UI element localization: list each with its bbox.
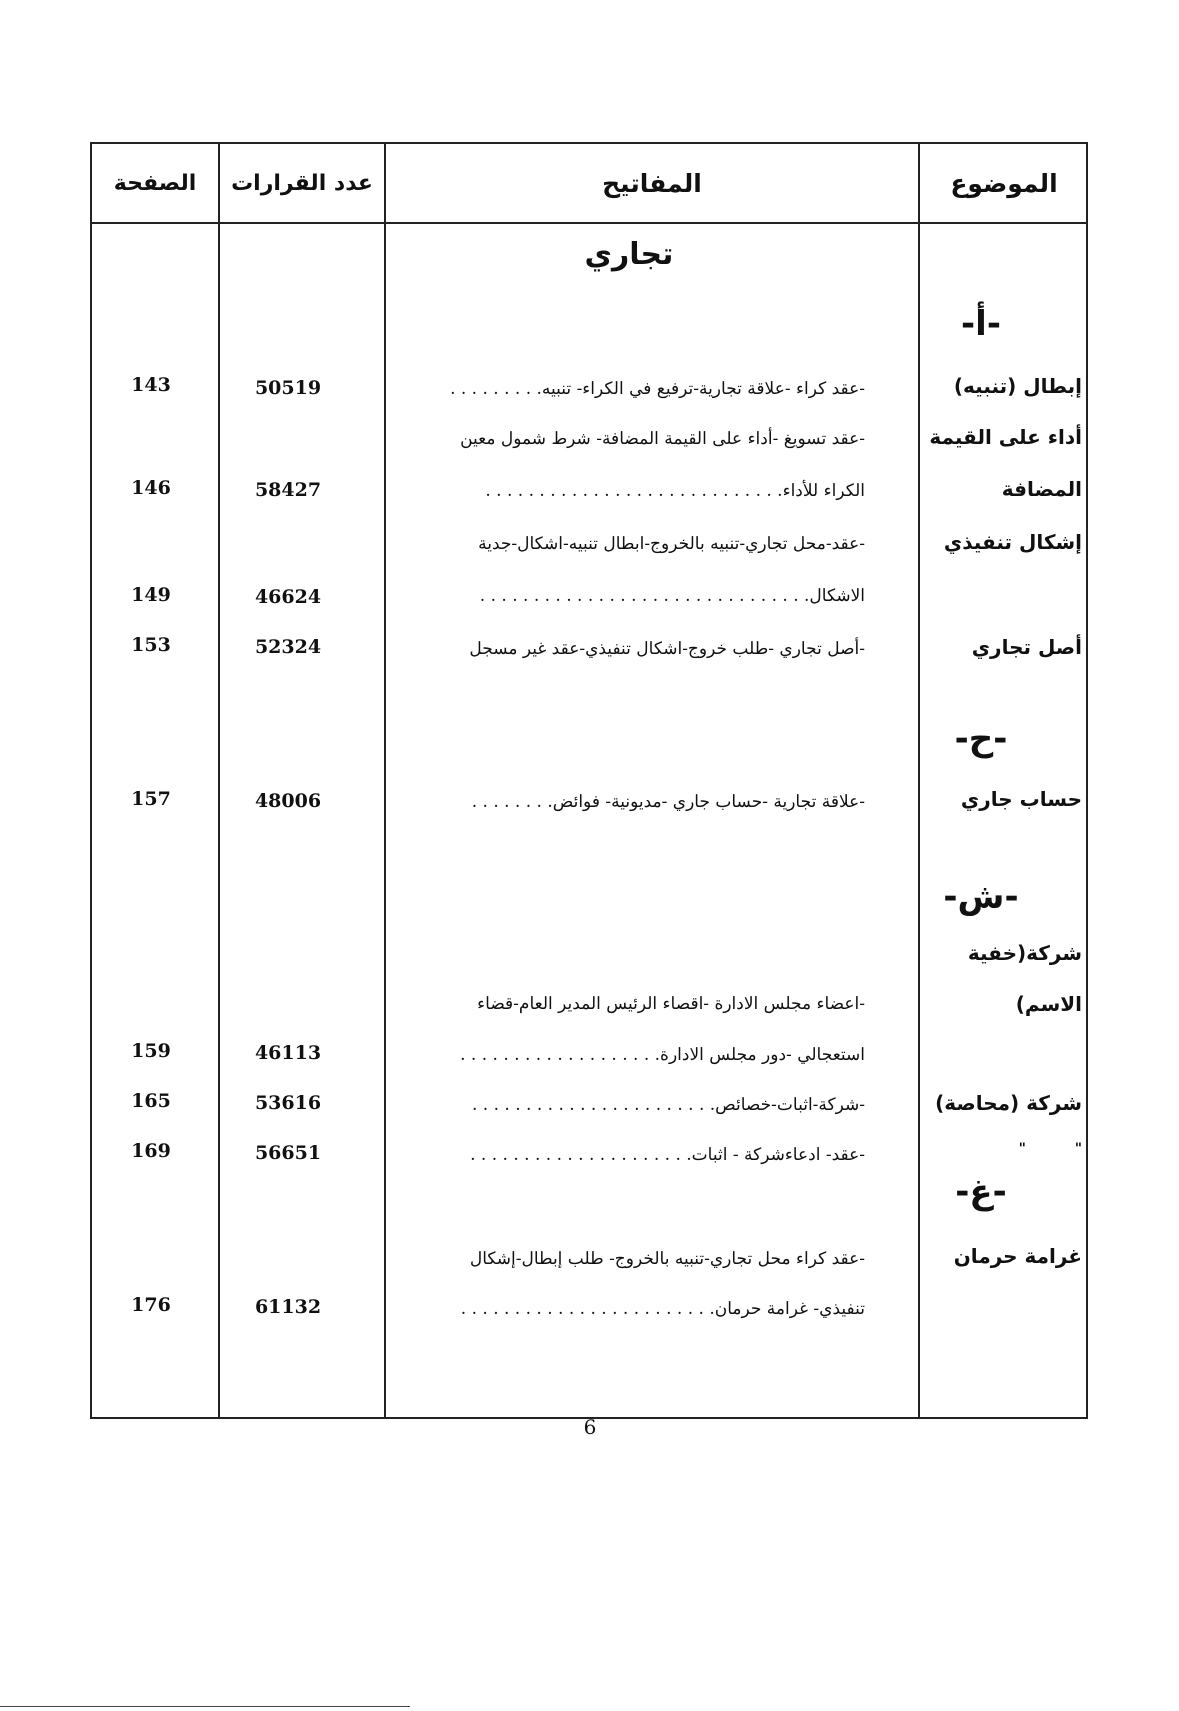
decision-number: 48006 [254, 790, 322, 812]
topic-label: حساب جاري [960, 787, 1082, 811]
topic-label: إشكال تنفيذي [943, 530, 1082, 554]
letter-heading-h: -ح- [954, 719, 1008, 759]
column-divider-keywords [918, 144, 920, 1417]
page-ref: 165 [131, 1090, 171, 1112]
topic-label: الاسم) [1015, 992, 1082, 1016]
ditto-mark: " " [1018, 1141, 1082, 1157]
keywords-text: استعجالي -دور مجلس الادارة. . . . . . . . . . . . . . . . . . . [460, 1045, 865, 1065]
keywords-text: -عقد كراء محل تجاري-تنبيه بالخروج- طلب إبطال-إشكال [469, 1249, 865, 1269]
topic-label: إبطال (تنبيه) [953, 374, 1082, 398]
keywords-text: -عقد- ادعاءشركة - اثبات. . . . . . . . . . . . . . . . . . . . . [470, 1145, 865, 1165]
page-ref: 157 [131, 788, 171, 810]
page-ref: 176 [131, 1294, 171, 1316]
page-ref: 146 [131, 477, 171, 499]
letter-heading-gh: -غ- [955, 1172, 1007, 1212]
topic-label: شركة(خفية [967, 941, 1082, 965]
decision-number: 46113 [254, 1042, 322, 1064]
topic-label: أصل تجاري [971, 635, 1082, 659]
decision-number: 61132 [254, 1296, 322, 1318]
topic-label: شركة (محاصة) [935, 1091, 1082, 1115]
page-ref: 149 [131, 584, 171, 606]
keywords-text: الكراء للأداء. . . . . . . . . . . . . . . . . . . . . . . . . . . . [485, 481, 865, 501]
column-divider-page [218, 144, 220, 1417]
page-ref: 153 [131, 634, 171, 656]
keywords-text: الاشكال. . . . . . . . . . . . . . . . . . . . . . . . . . . . . . . [479, 586, 865, 606]
keywords-text: -عقد-محل تجاري-تنبيه بالخروج-ابطال تنبيه-اشكال-جدية [478, 534, 865, 554]
header-page: الصفحة [113, 170, 197, 196]
page-ref: 143 [131, 374, 171, 396]
topic-label: أداء على القيمة [929, 425, 1082, 449]
index-table [90, 142, 1088, 1419]
keywords-text: -أصل تجاري -طلب خروج-اشكال تنفيذي-عقد غير مسجل [469, 639, 865, 659]
header-divider [92, 222, 1086, 224]
header-decisions: عدد القرارات [231, 170, 373, 196]
decision-number: 46624 [254, 586, 322, 608]
decision-number: 50519 [254, 377, 322, 399]
keywords-text: تنفيذي- غرامة حرمان. . . . . . . . . . . . . . . . . . . . . . . . [460, 1299, 865, 1319]
page-ref: 159 [131, 1040, 171, 1062]
decision-number: 58427 [254, 479, 322, 501]
keywords-text: -شركة-اثبات-خصائص. . . . . . . . . . . . . . . . . . . . . . . [472, 1095, 865, 1115]
keywords-text: -اعضاء مجلس الادارة -اقصاء الرئيس المدير العام-قضاء [477, 994, 865, 1014]
header-keywords: المفاتيح [602, 168, 702, 198]
keywords-text: -عقد كراء -علاقة تجارية-ترفيع في الكراء- تنبيه. . . . . . . . . [450, 379, 865, 399]
page-ref: 169 [131, 1140, 171, 1162]
column-divider-decisions [384, 144, 386, 1417]
decision-number: 53616 [254, 1092, 322, 1114]
decision-number: 52324 [254, 636, 322, 658]
section-title: تجاري [584, 237, 674, 272]
letter-heading-sh: -ش- [943, 877, 1019, 917]
letter-heading-a: -أ- [961, 304, 1001, 344]
topic-label: المضافة [1001, 477, 1082, 501]
page-number: 6 [583, 1415, 597, 1439]
topic-label: غرامة حرمان [953, 1244, 1082, 1268]
keywords-text: -عقد تسويغ -أداء على القيمة المضافة- شرط شمول معين [460, 429, 865, 449]
header-topic: الموضوع [950, 168, 1058, 198]
decision-number: 56651 [254, 1142, 322, 1164]
keywords-text: -علاقة تجارية -حساب جاري -مديونية- فوائض. . . . . . . . [471, 792, 865, 812]
bottom-rule [0, 1706, 410, 1707]
